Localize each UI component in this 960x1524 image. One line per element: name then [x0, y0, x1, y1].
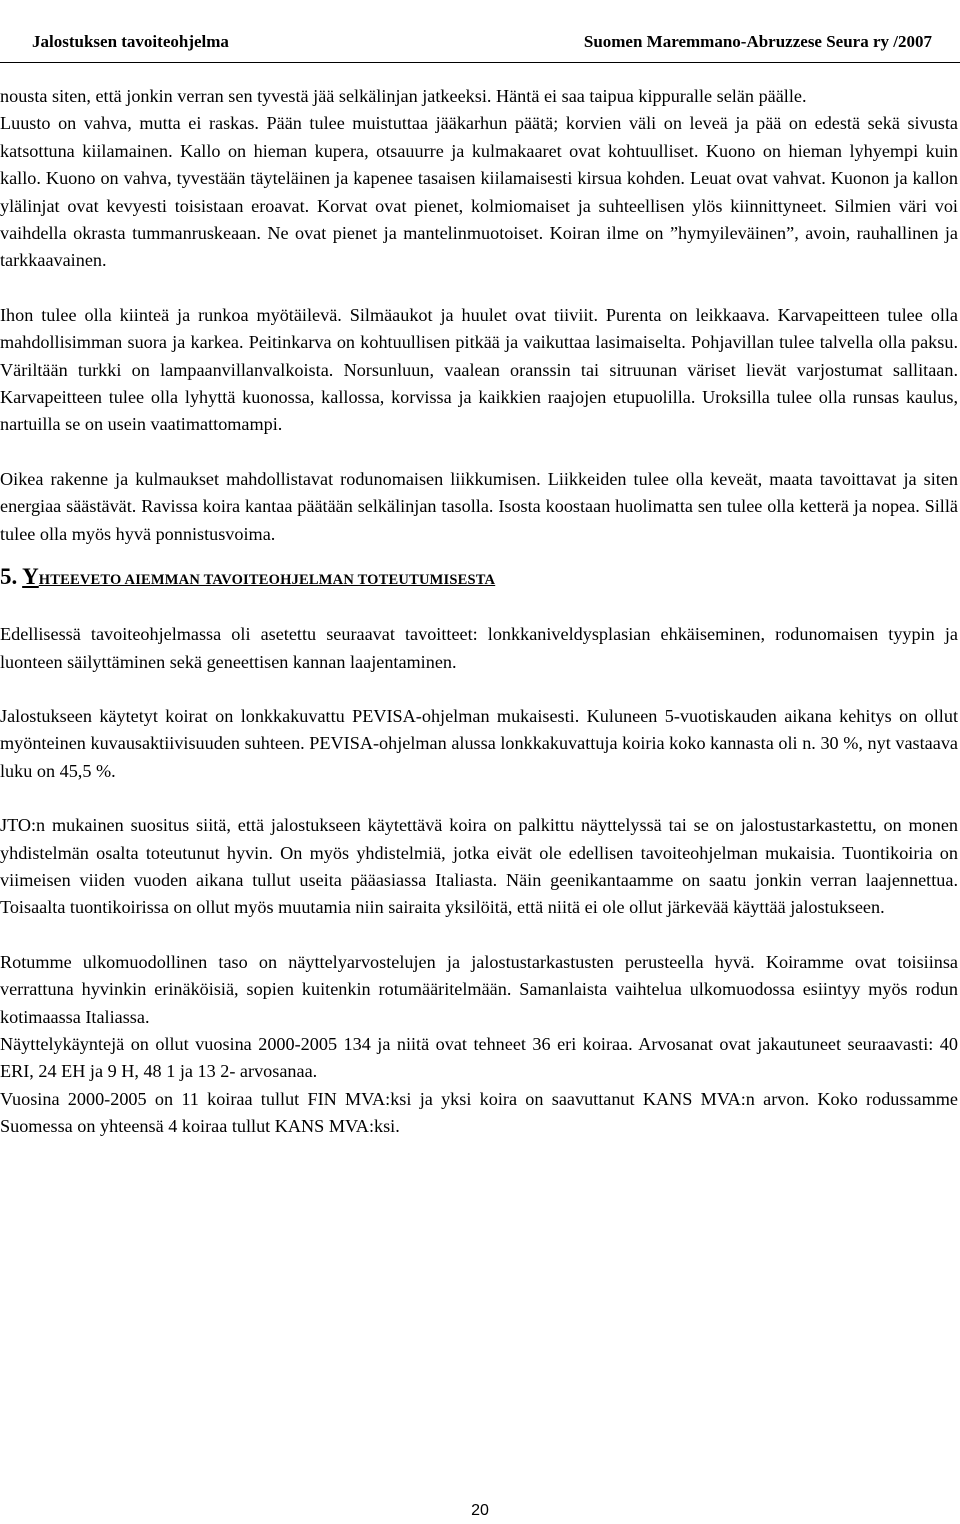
- header-organization: Suomen Maremmano-Abruzzese Seura ry /2007: [583, 32, 932, 51]
- paragraph-skeleton-head: Luusto on vahva, mutta ei raskas. Pään tulee muistuttaa jääkarhun päätä; korvien väli on leveä ja pää on edestä sekä sivusta katsottuna kiilamainen. Kallo on hieman kupera, otsauurre ja kulmakaaret ovat kohtuulliset. Kuono on hieman lyhyempi kuin kallo. Kuono on vahva, tyvestään täyteläinen ja kapenee tasaisen kiilamaisesti kirsua kohden. Leuat ovat vahvat. Kuonon ja kallon ylälinjat ovat kevyesti toisistaan eroavat. Korvat ovat pienet, kolmiomaiset ja suhteellisen ylös kiinnittyneet. Silmien väri voi vaihdella okrasta tummanruskeaan. Ne ovat pienet ja mantelinmuotoiset. Koiran ilme on ”hymyileväinen”, avoin, rauhallinen ja tarkkaavainen.: [0, 113, 958, 271]
- paragraph-conformation: Rotumme ulkomuodollinen taso on näyttelyarvostelujen ja jalostustarkastusten perusteella hyvä. Koiramme ovat toisiinsa verrattuna hyvinkin erinäköisiä, sopien kuitenkin rotumääritelmään. Samanlaista vaihtelua ulkomuodossa esiintyy myös rodun kotimaassa Italiassa.: [0, 951, 958, 1027]
- section-title: HTEEVETO AIEMMAN TAVOITEOHJELMAN TOTEUTUMISESTA: [38, 572, 496, 589]
- paragraph-movement: Oikea rakenne ja kulmaukset mahdollistavat rodunomaisen liikkumisen. Liikkeiden tulee olla keveät, maata tavoittavat ja siten energiaa säästävät. Ravissa koira kantaa päätään selkälinjan tasolla. Isosta koostaan huolimatta sen tulee olla ketterä ja nopea. Sillä tulee olla myös hyvä ponnistusvoima.: [0, 468, 958, 544]
- document-body: [0, 83, 958, 1141]
- paragraph-show-stats: Näyttelykäyntejä on ollut vuosina 2000-2005 134 ja niitä ovat tehneet 36 eri koiraa. Arvosanat ovat jakautuneet seuraavasti: 40 ERI, 24 EH ja 9 H, 48 1 ja 13 2- arvosanaa.: [0, 1033, 958, 1082]
- page-number: 20: [471, 1502, 489, 1519]
- header-document-title: Jalostuksen tavoiteohjelma: [32, 32, 229, 51]
- section-title-initial: Y: [22, 564, 39, 590]
- section-number: 5.: [0, 564, 18, 590]
- paragraph-previous-goals: Edellisessä tavoiteohjelmassa oli asetettu seuraavat tavoitteet: lonkkaniveldysplasian ehkäiseminen, rodunomaisen tyypin ja luonteen säilyttäminen sekä geneettisen kannan laajentaminen.: [0, 624, 958, 672]
- header-divider: [0, 62, 960, 63]
- paragraph-skin-coat: Ihon tulee olla kiinteä ja runkoa myötäilevä. Silmäaukot ja huulet ovat tiiviit. Purenta on leikkaava. Karvapeitteen tulee olla mahdollisimman suora ja karkea. Peitinkarva on kohtuullisen pitkää ja vaikuttaa lasimaiselta. Pohjavillan tulee talvella olla paksu. Väriltään turkki on lampaanvillanvalkoista. Norsunluun, vaalean oranssin tai sitruunan väriset lievät varjostumat sallitaan. Karvapeitteen tulee olla lyhyttä kuonossa, kallossa, korvissa ja kaikkien raajojen etupuolilla. Uroksilla tulee olla runsas kaulus, nartuilla se on usein vaatimattomampi.: [0, 304, 958, 435]
- paragraph-champions: Vuosina 2000-2005 on 11 koiraa tullut FIN MVA:ksi ja yksi koira on saavuttanut KANS MVA:n arvon. Koko rodussamme Suomessa on yhteensä 4 koiraa tullut KANS MVA:ksi.: [0, 1088, 958, 1137]
- paragraph-jto-recommendation: JTO:n mukainen suositus siitä, että jalostukseen käytettävä koira on palkittu näyttelyssä tai se on jalostustarkastettu, on monen yhdistelmän osalta toteutunut hyvin. On myös yhdistelmiä, jotka eivät ole edellisen tavoiteohjelman mukaisia. Tuontikoiria on viimeisen viiden vuoden aikana tullut useita pääasiassa Italiasta. Näin geenikantaamme on saatu jonkin verran laajennettua. Toisaalta tuontikoirissa on ollut myös muutamia niin sairaita yksilöitä, että niitä ei ole ollut järkevää käyttää jalostukseen.: [0, 815, 958, 918]
- paragraph-tail-description: nousta siten, että jonkin verran sen tyvestä jää selkälinjan jatkeeksi. Häntä ei saa taipua kippuralle selän päälle.: [0, 86, 807, 106]
- section-heading: [0, 562, 958, 595]
- paragraph-hip-xray: Jalostukseen käytetyt koirat on lonkkakuvattu PEVISA-ohjelman mukaisesti. Kuluneen 5-vuotiskauden aikana kehitys on ollut myönteinen kuvausaktiivisuuden suhteen. PEVISA-ohjelman alussa lonkkakuvattuja koiria koko kannasta oli n. 30 %, nyt vastaava luku on 45,5 %.: [0, 705, 958, 781]
